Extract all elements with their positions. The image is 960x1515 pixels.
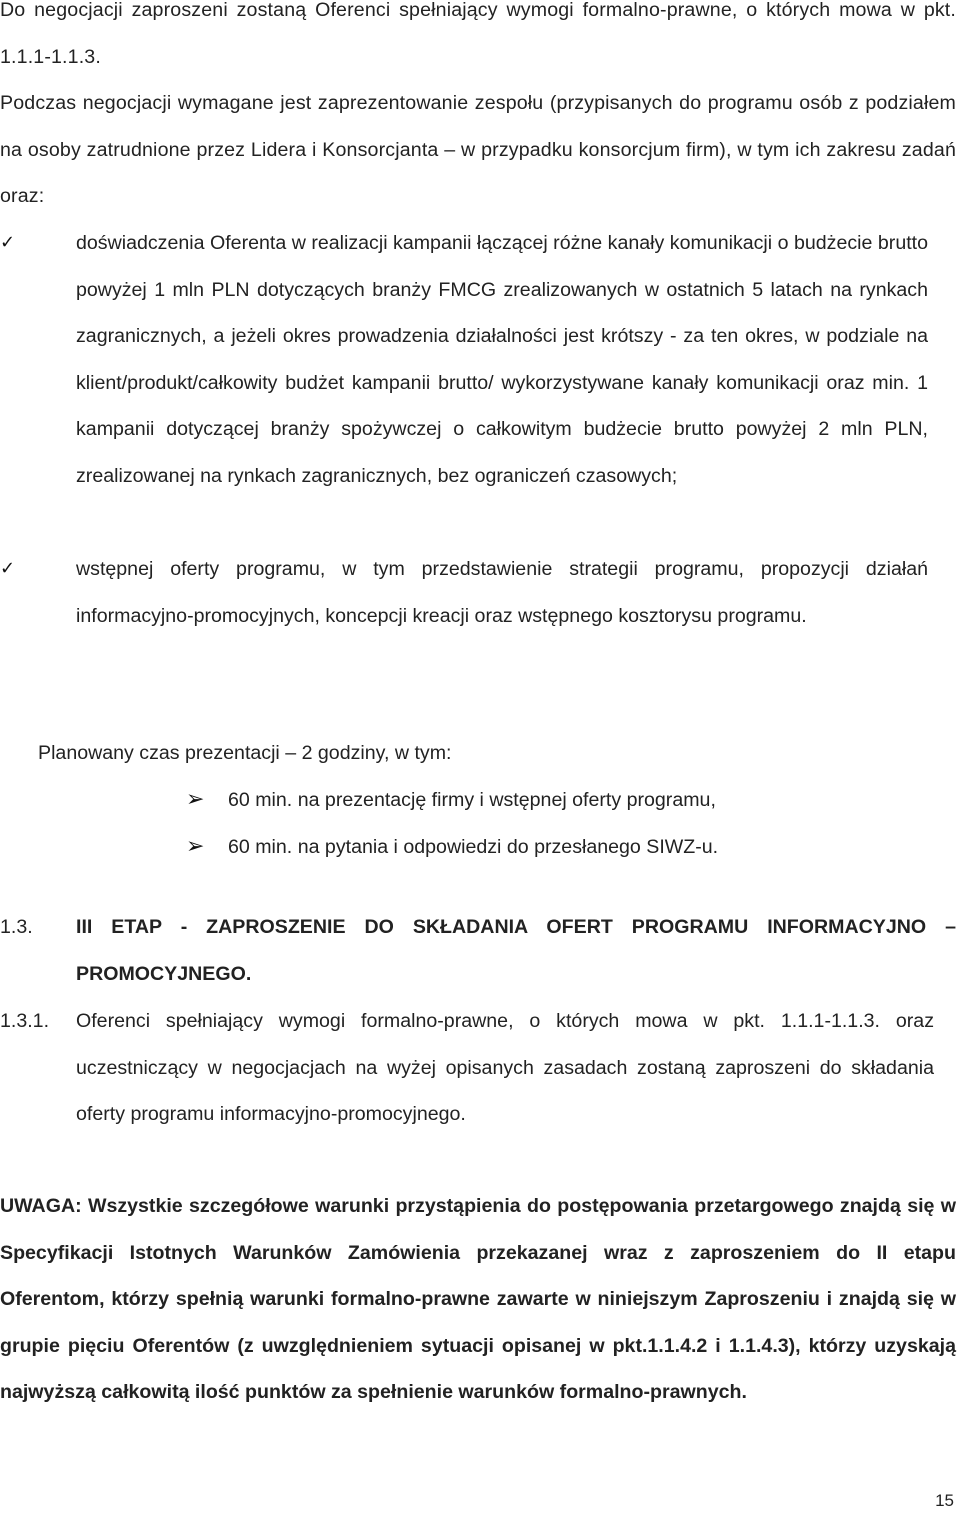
arrow-list-item-text: 60 min. na pytania i odpowiedzi do przesłanego SIWZ-u.	[228, 836, 719, 858]
checklist-item-text: doświadczenia Oferenta w realizacji kampanii łączącej różne kanały komunikacji o budżecie brutto powyżej 1 mln PLN dotyczących branży FMCG zrealizowanych w ostatnich 5 latach na rynkach zagranicznych, a jeżeli okres prowadzenia działalności jest krótszy - za ten okres, w podziale na klient/produkt/całkowity budżet kampanii brutto/ wykorzystywane kanały komunikacji oraz min. 1 kampanii dotyczącej branży spożywczej o całkowitym budżecie brutto powyżej 2 mln PLN, zrealizowanej na rynkach zagranicznych, bez ograniczeń czasowych;	[76, 232, 928, 487]
intro-paragraph: Do negocjacji zaproszeni zostaną Oferenci spełniający wymogi formalno-prawne, o których mowa w pkt. 1.1.1-1.1.3.	[0, 0, 956, 68]
checklist-item-text: wstępnej oferty programu, w tym przedstawienie strategii programu, propozycji działań informacyjno-promocyjnych, koncepcji kreacji oraz wstępnego kosztorysu programu.	[76, 558, 928, 627]
note-paragraph: UWAGA: Wszystkie szczegółowe warunki przystąpienia do postępowania przetargowego znajdą się w Specyfikacji Istotnych Warunków Zamówienia przekazanej wraz z zaproszeniem do II etapu Oferentom, którzy spełnią warunki formalno-prawne zawarte w niniejszym Zaproszeniu i znajdą się w grupie pięciu Oferentów (z uwzględnieniem sytuacji opisanej w pkt.1.1.4.2 i 1.1.4.3), którzy uzyskają najwyższą całkowitą ilość punktów za spełnienie warunków formalno-prawnych.	[0, 1195, 956, 1404]
arrow-right-icon: ➢	[186, 787, 205, 812]
subsection-text: Oferenci spełniający wymogi formalno-prawne, o których mowa w pkt. 1.1.1-1.1.3. oraz uczestniczący w negocjacjach na wyżej opisanych zasadach zostaną zaproszeni do składania oferty programu informacyjno-promocyjnego.	[76, 1010, 934, 1125]
planned-time-line: Planowany czas prezentacji – 2 godziny, w tym:	[38, 742, 452, 764]
checklist-item	[0, 546, 956, 639]
section-heading	[0, 904, 958, 997]
section-number: 1.3.	[0, 916, 33, 938]
arrow-list-item	[186, 824, 886, 870]
arrow-right-icon: ➢	[186, 834, 205, 859]
subsection-number: 1.3.1.	[0, 1010, 50, 1032]
check-icon: ✓	[0, 232, 16, 253]
subsection	[0, 998, 958, 1138]
checklist-item	[0, 220, 956, 500]
presentation-paragraph: Podczas negocjacji wymagane jest zaprezentowanie zespołu (przypisanych do programu osób z podziałem na osoby zatrudnione przez Lidera i Konsorcjanta – w przypadku konsorcjum firm), w tym ich zakresu zadań oraz:	[0, 92, 956, 207]
section-title: III ETAP - ZAPROSZENIE DO SKŁADANIA OFERT PROGRAMU INFORMACYJNO – PROMOCYJNEGO.	[76, 916, 956, 985]
arrow-list-item	[186, 777, 886, 823]
check-icon: ✓	[0, 558, 16, 579]
arrow-list-item-text: 60 min. na prezentację firmy i wstępnej oferty programu,	[228, 789, 716, 811]
page-number: 15	[935, 1491, 954, 1510]
